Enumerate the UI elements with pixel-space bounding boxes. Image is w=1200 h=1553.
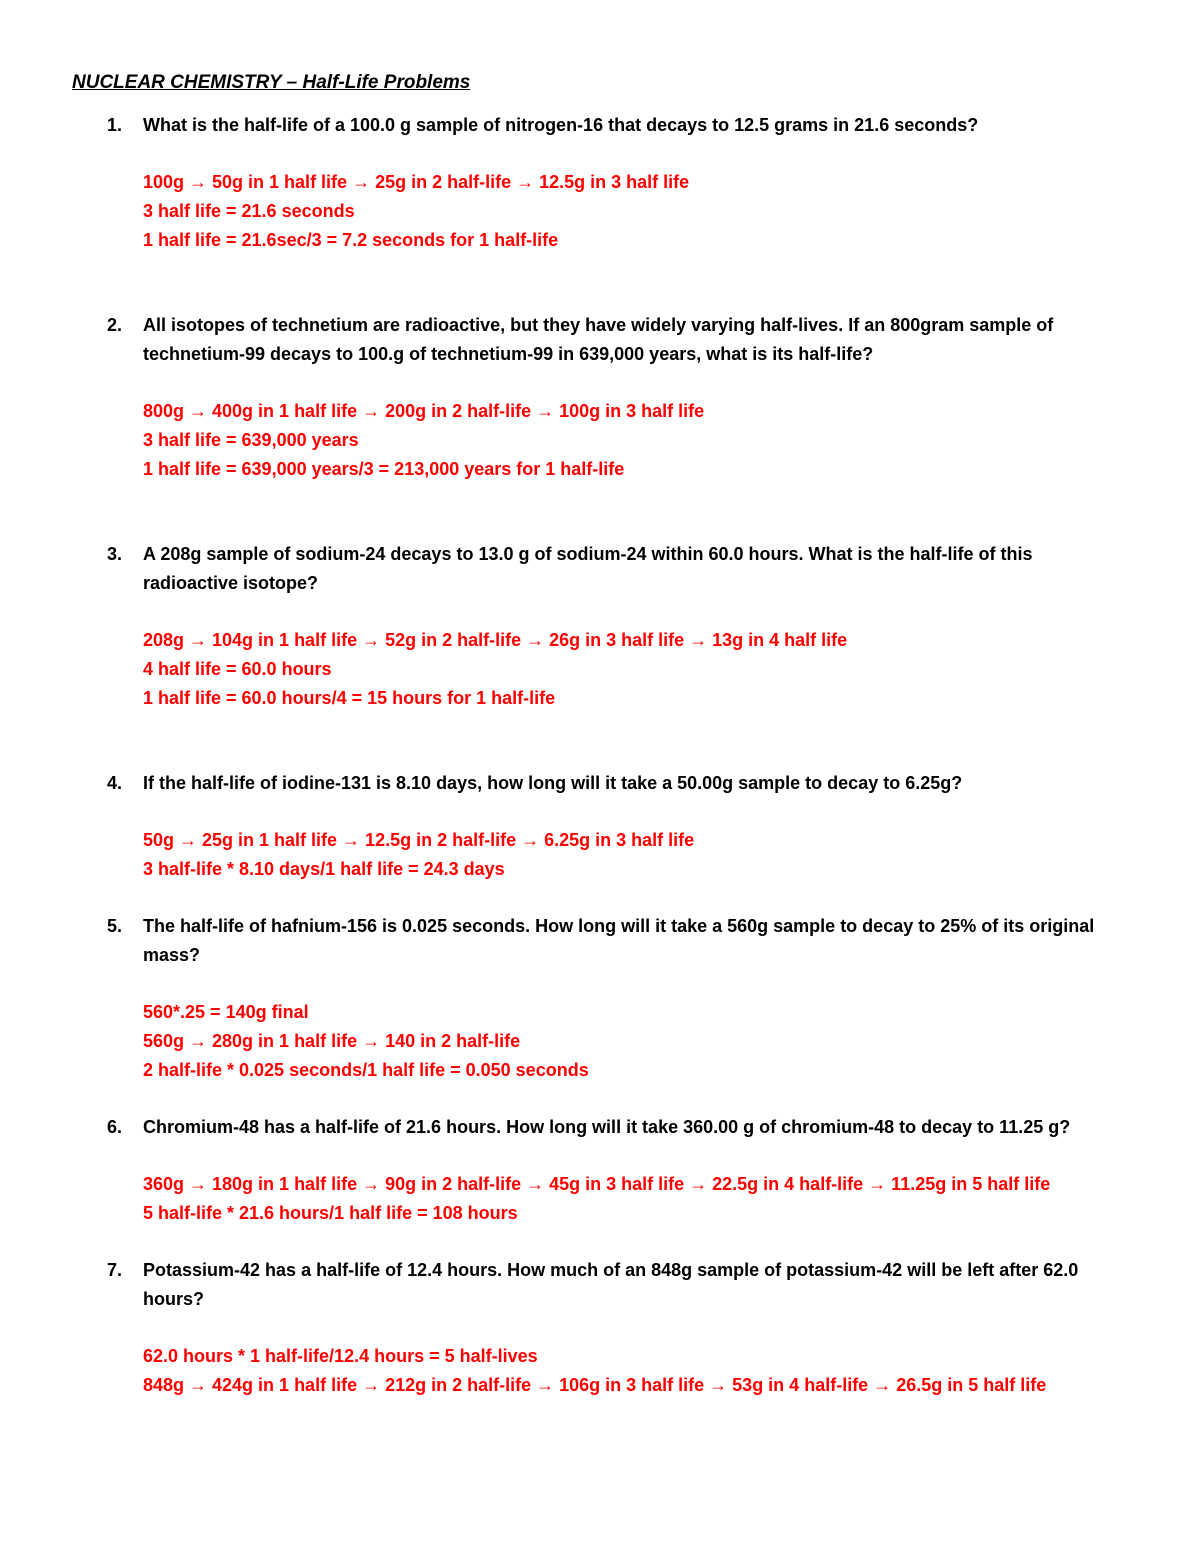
problem-2 [72,311,1128,484]
answer-line: 560*.25 = 140g final [143,1002,309,1022]
problem-6-answer [143,1170,1128,1228]
problem-number: 4. [107,773,123,793]
problem-4-answer [143,826,1128,884]
problem-number: 6. [107,1117,123,1137]
problem-1-answer [143,168,1128,255]
answer-line: 2 half-life * 0.025 seconds/1 half life = 0.050 seconds [143,1060,589,1080]
answer-line: 560g → 280g in 1 half life → 140 in 2 half-life [143,1031,521,1051]
problem-3 [72,540,1128,713]
problem-6-question [107,1113,1128,1142]
answer-line: 100g → 50g in 1 half life → 25g in 2 half-life → 12.5g in 3 half life [143,172,690,192]
answer-line: 4 half life = 60.0 hours [143,659,332,679]
question-text: Potassium-42 has a half-life of 12.4 hours. How much of an 848g sample of potassium-42 will be left after 62.0 hours? [143,1260,1079,1309]
problem-5-question [107,912,1128,970]
problem-4-question [107,769,1128,798]
problem-7-answer [143,1342,1128,1400]
problem-2-answer [143,397,1128,484]
question-text: What is the half-life of a 100.0 g sample of nitrogen-16 that decays to 12.5 grams in 21.6 seconds? [143,115,979,135]
problem-7 [72,1256,1128,1400]
question-text: A 208g sample of sodium-24 decays to 13.0 g of sodium-24 within 60.0 hours. What is the half-life of this radioactive isotope? [143,544,1033,593]
page-title: NUCLEAR CHEMISTRY – Half-Life Problems [72,72,471,93]
answer-line: 1 half life = 21.6sec/3 = 7.2 seconds for 1 half-life [143,230,559,250]
answer-line: 50g → 25g in 1 half life → 12.5g in 2 half-life → 6.25g in 3 half life [143,830,695,850]
problem-5-answer [143,998,1128,1085]
answer-line: 3 half life = 21.6 seconds [143,201,355,221]
answer-line: 5 half-life * 21.6 hours/1 half life = 108 hours [143,1203,518,1223]
question-text: All isotopes of technetium are radioactive, but they have widely varying half-lives. If an 800gram sample of technetium-99 decays to 100.g of technetium-99 in 639,000 years, what is its half-life? [143,315,1054,364]
answer-line: 848g → 424g in 1 half life → 212g in 2 half-life → 106g in 3 half life → 53g in 4 half-life → 26.5g in 5 half life [143,1375,1047,1395]
problem-5 [72,912,1128,1085]
problem-1 [72,111,1128,255]
problem-number: 5. [107,916,123,936]
problem-6 [72,1113,1128,1228]
problem-2-question [107,311,1128,369]
question-text: The half-life of hafnium-156 is 0.025 seconds. How long will it take a 560g sample to decay to 25% of its original mass? [143,916,1095,965]
answer-line: 3 half life = 639,000 years [143,430,359,450]
problem-number: 3. [107,544,123,564]
question-text: Chromium-48 has a half-life of 21.6 hours. How long will it take 360.00 g of chromium-48 to decay to 11.25 g? [143,1117,1071,1137]
problem-number: 2. [107,315,123,335]
question-text: If the half-life of iodine-131 is 8.10 days, how long will it take a 50.00g sample to decay to 6.25g? [143,773,963,793]
answer-line: 800g → 400g in 1 half life → 200g in 2 half-life → 100g in 3 half life [143,401,705,421]
problem-3-answer [143,626,1128,713]
answer-line: 3 half-life * 8.10 days/1 half life = 24.3 days [143,859,505,879]
problem-number: 7. [107,1260,123,1280]
answer-line: 208g → 104g in 1 half life → 52g in 2 half-life → 26g in 3 half life → 13g in 4 half life [143,630,848,650]
problem-7-question [107,1256,1128,1314]
answer-line: 360g → 180g in 1 half life → 90g in 2 half-life → 45g in 3 half life → 22.5g in 4 half-life → 11.25g in 5 half life [143,1174,1051,1194]
problem-3-question [107,540,1128,598]
problem-1-question [107,111,1128,140]
answer-line: 1 half life = 60.0 hours/4 = 15 hours for 1 half-life [143,688,556,708]
problem-number: 1. [107,115,123,135]
answer-line: 1 half life = 639,000 years/3 = 213,000 years for 1 half-life [143,459,625,479]
problem-4 [72,769,1128,884]
answer-line: 62.0 hours * 1 half-life/12.4 hours = 5 half-lives [143,1346,538,1366]
